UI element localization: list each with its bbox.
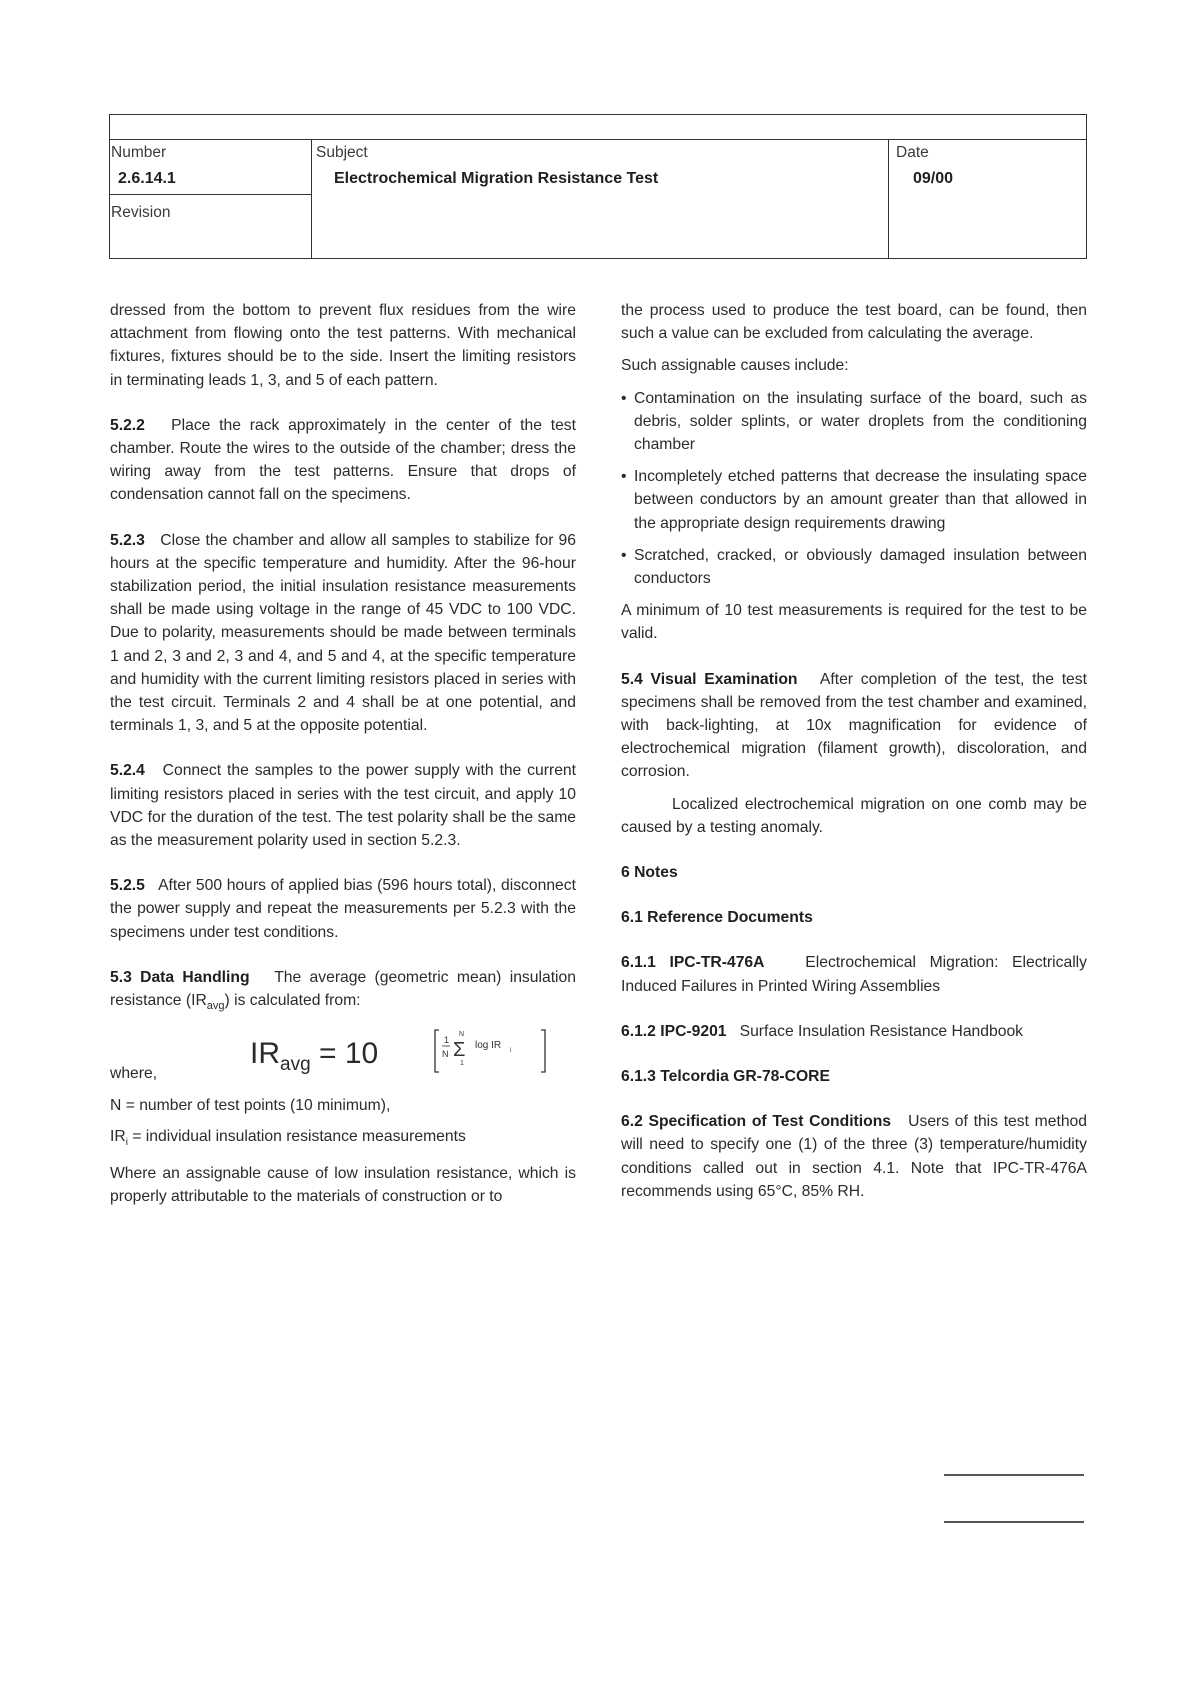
header-top-band [110,115,1086,140]
section-5-3 [110,966,576,1019]
reference-title: Surface Insulation Resistance Handbook [739,1022,1024,1040]
section-text: After 500 hours of applied bias (596 hours total), disconnect the power supply and repeat the measurements per 5.2.3 with the specimens under test conditions. [110,877,576,941]
list-item-text: Incompletely etched patterns that decrease the insulating space between conductors by an amount greater than that allowed in the appropriate design requirements drawing [634,468,1087,532]
document-header-table [109,114,1087,259]
causes-intro: Such assignable causes include: [621,357,849,375]
bullet-icon: • [621,468,627,486]
svg-text:i: i [510,1048,512,1055]
section-6-1-heading: 6.1 Reference Documents [621,909,813,927]
header-number-cell [110,139,312,258]
where-label: where, [110,1065,158,1083]
section-6-heading: 6 Notes [621,864,678,882]
section-text: Place the rack approximately in the center of the test chamber. Route the wires to the outside of the chamber; dress the wiring away from the test patterns. Ensure that drops of condensation cannot fall on the specimens. [110,416,576,504]
def-ir-text: = individual insulation resistance measurements [127,1127,466,1145]
formula-avg-sub: avg [280,1054,311,1076]
subject-value: Electrochemical Migration Resistance Test [334,170,659,187]
list-item-text: Contamination on the insulating surface of the board, such as debris, solder splints, or water droplets from the conditioning chamber [634,389,1087,454]
subject-label: Subject [316,144,368,161]
section-text: Users of this test method will need to specify one (1) of the three (3) temperature/humidity conditions called out in section 4.1. Note that IPC-TR-476A recommends using 65°C, 85% RH. [621,1113,1087,1200]
bullet-icon: • [621,546,627,564]
section-number: 5.2.2 [110,416,145,434]
section-5-2-3 [110,529,576,738]
section-text: After completion of the test, the test specimens shall be removed from the test chamber and examined, with back-lighting, at 10x magnification for evidence of electrochemical migration (filament growth), discoloration, and corrosion. [621,670,1087,781]
section-6-1-1 [621,951,1087,997]
section-number: 5.2.4 [110,762,145,780]
number-value: 2.6.14.1 [118,170,176,187]
section-number: 5.2.3 [110,531,145,549]
reference-id: 6.1.1 IPC-TR-476A [621,954,765,972]
section-heading: 6.2 Specification of Test Conditions [621,1113,892,1131]
paragraph-intro: dressed from the bottom to prevent flux residues from the wire attachment from flowing onto the test patterns. With mechanical fixtures, fixtures should be to the side. Insert the limiting resistors in terminating leads 1, 3, and 5 of each pattern. [110,302,576,389]
date-label: Date [896,144,929,161]
section-number: 5.2.5 [110,877,145,895]
signature-line-2 [944,1521,1084,1523]
formula-equals-ten: = 10 [318,1037,379,1071]
header-date-cell [888,139,1086,258]
section-6-2 [621,1110,1087,1203]
definition-n: N = number of test points (10 minimum), [110,1096,391,1114]
section-5-2-2 [110,414,576,507]
left-column [110,299,576,1209]
right-column [621,299,1087,1203]
section-text: The average (geometric mean) insulation resistance (IR [110,968,576,1010]
section-heading: 5.4 Visual Examination [621,670,798,688]
section-heading: 5.3 Data Handling [110,968,250,986]
svg-text:1: 1 [444,1035,450,1046]
section-5-2-4 [110,759,576,852]
svg-text:log IR: log IR [475,1040,502,1052]
svg-text:Σ: Σ [453,1039,466,1062]
definition-ir [110,1125,576,1154]
section-5-4-note: Localized electrochemical migration on one comb may be caused by a testing anomaly. [621,795,1087,836]
formula-exponent [433,1028,553,1074]
number-label: Number [111,144,167,161]
def-ir-sub: i [125,1136,128,1148]
list-item [621,387,1087,457]
reference-id: 6.1.2 IPC-9201 [621,1022,727,1040]
paragraph-assignable-cause: Where an assignable cause of low insulation resistance, which is properly attributable to the materials of construction or to [110,1165,576,1206]
section-5-4 [621,668,1087,784]
geometric-mean-formula [110,1022,576,1092]
signature-line-1 [944,1474,1084,1476]
formula-lhs [250,1037,379,1076]
list-item [621,544,1087,590]
minimum-measurements: A minimum of 10 test measurements is required for the test to be valid. [621,602,1087,643]
section-6-1-2 [621,1020,1087,1043]
list-item-text: Scratched, cracked, or obviously damaged insulation between conductors [634,546,1087,588]
date-value: 09/00 [913,170,954,187]
svg-text:N: N [442,1049,449,1060]
section-6-1-3: 6.1.3 Telcordia GR-78-CORE [621,1068,830,1086]
section-text: Connect the samples to the power supply with the current limiting resistors placed in series with the test circuit, and apply 10 VDC for the duration of the test. The test polarity shall be the same as the measurement polarity used in section 5.2.3. [110,762,577,850]
section-5-2-5 [110,874,576,944]
formula-ir: IR [250,1037,280,1071]
section-text: Close the chamber and allow all samples to stabilize for 96 hours at the specific temperature and humidity. After the 96-hour stabilization period, the initial insulation resistance measurements shall be made using voltage in the range of 45 VDC to 100 VDC. Due to polarity, measurements should be made between terminals 1 and 2, 3 and 2, 3 and 4, and 5 and 4, at the specific temperature and humidity with the current limiting resistors placed in series with the test circuit. Terminals 2 and 4 shall be at one potential, and terminals 1, 3, and 5 at the opposite potential. [110,531,576,735]
subscript: avg [206,1000,225,1013]
svg-text:N: N [459,1031,465,1039]
def-ir: IR [110,1127,126,1145]
header-divider [110,194,311,195]
revision-label: Revision [111,204,171,221]
svg-text:1: 1 [460,1060,464,1068]
paragraph-continued: the process used to produce the test board, can be found, then such a value can be excluded from calculating the average. [621,302,1087,343]
reference-title: Electrochemical Migration: Electrically Induced Failures in Printed Wiring Assemblies [621,954,1088,995]
bullet-icon: • [621,389,627,407]
section-text: ) is calculated from: [224,992,361,1010]
list-item [621,465,1087,535]
